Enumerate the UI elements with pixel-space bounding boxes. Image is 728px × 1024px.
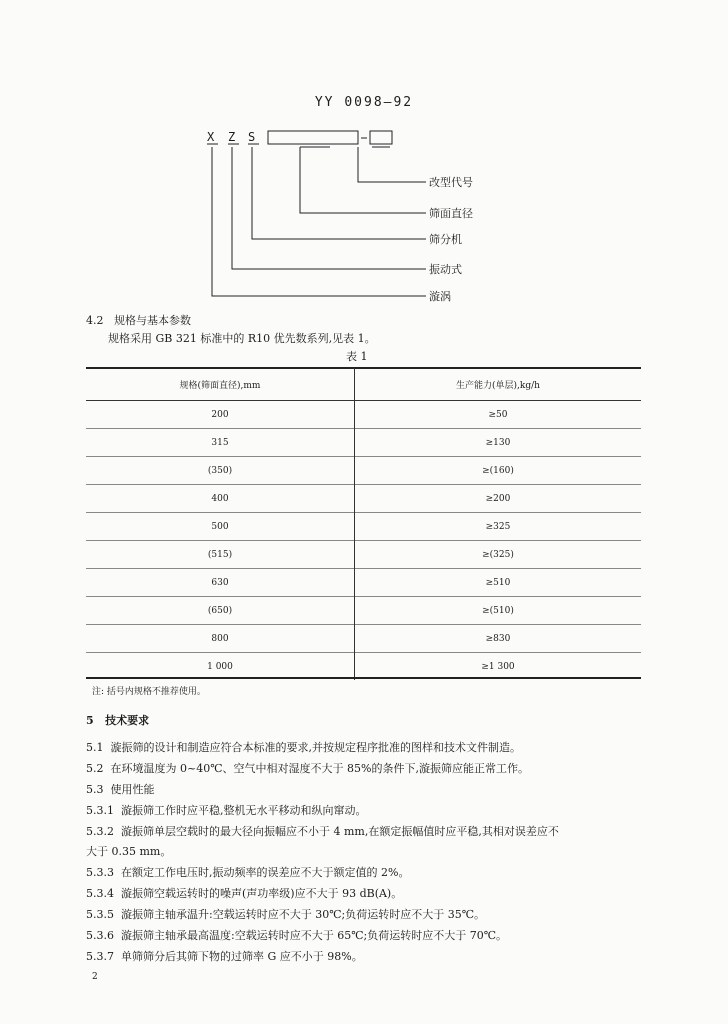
clause-number: 5.3.5 <box>86 908 114 921</box>
clause-text: 漩振筛的设计和制造应符合本标准的要求,并按规定程序批准的图样和技术文件制造。 <box>110 741 521 754</box>
clause-5-1 <box>86 739 521 755</box>
table-row <box>86 569 641 597</box>
clause-number: 5.3.1 <box>86 804 114 817</box>
table-cell: 1 000 <box>86 653 355 681</box>
label-sifter: 筛分机 <box>429 233 462 246</box>
table-cell: 315 <box>86 429 355 457</box>
clause-5-3-2 <box>86 823 559 839</box>
table-cell: 500 <box>86 513 355 541</box>
clause-text: 使用性能 <box>110 783 155 796</box>
model-code-diagram <box>190 125 520 310</box>
table-cell: 800 <box>86 625 355 653</box>
diameter-box <box>268 131 358 144</box>
clause-text: 漩振筛主轴承最高温度:空载运转时应不大于 65℃;负荷运转时应不大于 70℃。 <box>121 929 508 942</box>
clause-number: 5.3.6 <box>86 929 114 942</box>
clause-text: 漩振筛空载运转时的噪声(声功率级)应不大于 93 dB(A)。 <box>121 887 403 900</box>
spec-table <box>86 368 641 680</box>
clause-5-2 <box>86 760 529 776</box>
label-vibrating: 振动式 <box>429 263 462 276</box>
clause-number: 5.3.3 <box>86 866 114 879</box>
table-row <box>86 597 641 625</box>
table-row <box>86 457 641 485</box>
table-row <box>86 485 641 513</box>
table-caption: 表 1 <box>346 350 368 363</box>
clause-5-3-5 <box>86 906 485 922</box>
section-number: 4.2 <box>86 314 104 327</box>
table-row <box>86 429 641 457</box>
table-row <box>86 625 641 653</box>
clause-5-3 <box>86 781 155 797</box>
clause-number: 5.3.2 <box>86 825 114 838</box>
clause-number: 5.2 <box>86 762 104 775</box>
table-header-row <box>86 368 641 401</box>
clause-text: 单筛筛分后其筛下物的过筛率 G 应不小于 98%。 <box>121 950 363 963</box>
table-cell: ≥50 <box>488 409 508 420</box>
page-number: 2 <box>92 972 98 982</box>
clause-5-3-2-cont <box>86 843 171 859</box>
table-cell: ≥830 <box>485 633 511 644</box>
table-note: 注: 括号内规格不推荐使用。 <box>92 687 206 697</box>
section-title: 技术要求 <box>105 714 150 727</box>
code-letter-x: X <box>207 130 215 144</box>
code-letter-s: S <box>248 130 256 144</box>
table-row <box>86 401 641 429</box>
table-cell: 200 <box>86 401 355 429</box>
clause-text: 漩振筛主轴承温升:空载运转时应不大于 30℃;负荷运转时应不大于 35℃。 <box>121 908 486 921</box>
section-4-2-heading <box>86 312 191 328</box>
clause-text: 在额定工作电压时,振动频率的误差应不大于额定值的 2%。 <box>121 866 410 879</box>
table-cell: ≥325 <box>485 521 511 532</box>
label-screen-diameter: 筛面直径 <box>429 207 473 220</box>
table-cell: ≥1 300 <box>481 661 515 672</box>
clause-5-3-1 <box>86 802 367 818</box>
clause-text: 大于 0.35 mm。 <box>86 845 172 858</box>
table-row <box>86 653 641 681</box>
clause-5-3-3 <box>86 864 409 880</box>
clause-5-3-4 <box>86 885 402 901</box>
clause-text: 漩振筛工作时应平稳,整机无水平移动和纵向窜动。 <box>121 804 367 817</box>
clause-5-3-7 <box>86 948 363 964</box>
label-revision-code: 改型代号 <box>429 176 473 189</box>
table-cell: 630 <box>86 569 355 597</box>
clause-number: 5.3.4 <box>86 887 114 900</box>
table-cell: ≥130 <box>485 437 511 448</box>
clause-5-3-6 <box>86 927 507 943</box>
table-cell: ≥(160) <box>482 465 514 476</box>
revision-box <box>370 131 392 144</box>
table-cell: (515) <box>86 541 355 569</box>
clause-number: 5.3 <box>86 783 104 796</box>
section-4-2-text: 规格采用 GB 321 标准中的 R10 优先数系列,见表 1。 <box>108 332 376 345</box>
clause-number: 5.3.7 <box>86 950 114 963</box>
column-header: 生产能力(单层),kg/h <box>355 368 642 401</box>
section-5-heading <box>86 712 149 728</box>
table-cell: (350) <box>86 457 355 485</box>
table-cell: ≥(325) <box>482 549 514 560</box>
section-title: 规格与基本参数 <box>114 314 191 327</box>
code-letter-z: Z <box>228 130 236 144</box>
table-cell: ≥200 <box>485 493 511 504</box>
clause-text: 漩振筛单层空载时的最大径向振幅应不小于 4 mm,在额定振幅值时应平稳,其相对误差应不 <box>121 825 559 838</box>
label-vortex: 漩涡 <box>429 290 451 303</box>
table-cell: ≥(510) <box>482 605 514 616</box>
table-row <box>86 541 641 569</box>
table-cell: (650) <box>86 597 355 625</box>
column-header: 规格(筛面直径),mm <box>86 368 355 401</box>
page-header: YY 0098—92 <box>314 95 414 110</box>
table-cell: 400 <box>86 485 355 513</box>
clause-number: 5.1 <box>86 741 104 754</box>
clause-text: 在环境温度为 0~40℃、空气中相对湿度不大于 85%的条件下,漩振筛应能正常工作。 <box>110 762 529 775</box>
table-bottom-rule <box>86 677 641 679</box>
table-row <box>86 513 641 541</box>
section-number: 5 <box>86 714 94 727</box>
table-cell: ≥510 <box>485 577 511 588</box>
